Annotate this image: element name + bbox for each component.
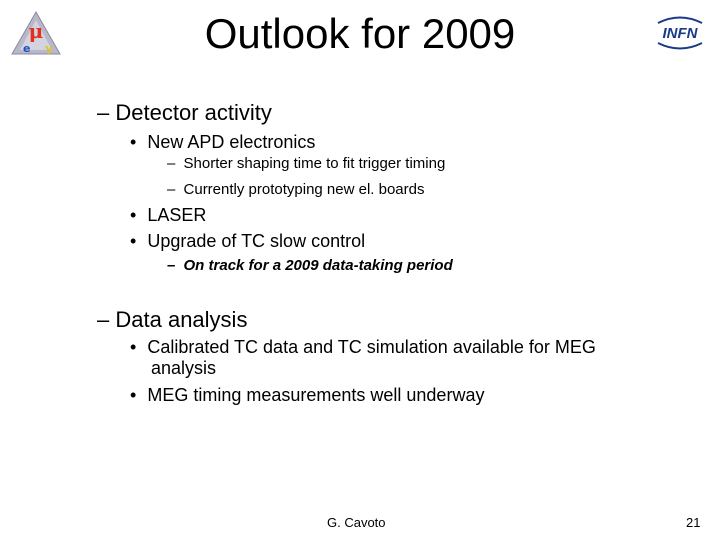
bullet-marker: • <box>130 337 137 357</box>
bullet-text: New APD electronics <box>147 132 316 152</box>
section-heading-detector-activity <box>97 100 272 126</box>
bullet-marker: • <box>130 385 137 405</box>
subitem-text: Shorter shaping time to fit trigger timing <box>183 155 446 172</box>
subitem-text: On track for a 2009 data-taking period <box>183 257 453 274</box>
bullet-text: Calibrated TC data and TC simulation available for MEG <box>147 337 596 357</box>
dash-marker: – <box>167 257 176 274</box>
footer-author: G. Cavoto <box>327 515 386 530</box>
subitem-on-track <box>167 256 453 276</box>
section-heading-text: Detector activity <box>115 100 272 125</box>
dash-marker: – <box>97 100 110 125</box>
infn-logo-text: INFN <box>662 25 698 42</box>
bullet-text: Upgrade of TC slow control <box>147 231 366 251</box>
subitem-text: Currently prototyping new el. boards <box>183 181 425 198</box>
bullet-marker: • <box>130 132 137 152</box>
section-heading-text: Data analysis <box>115 307 248 332</box>
dash-marker: – <box>167 181 176 198</box>
meg-logo-icon <box>10 10 62 56</box>
logo-mu-glyph: μ <box>28 19 44 43</box>
bullet-text: LASER <box>147 205 207 225</box>
bullet-item-timing-measurements <box>130 384 484 406</box>
infn-logo-icon <box>652 14 708 50</box>
svg-text:γ: γ <box>45 42 53 55</box>
bullet-item-apd-electronics <box>130 131 315 153</box>
dash-marker: – <box>97 307 110 332</box>
subitem-shaping-time <box>167 154 445 174</box>
page-number: 21 <box>686 515 701 530</box>
bullet-continuation: analysis <box>151 358 217 378</box>
bullet-marker: • <box>130 205 137 225</box>
bullet-item-calibrated-tc <box>130 336 596 358</box>
svg-text:e: e <box>23 42 31 55</box>
bullet-marker: • <box>130 231 137 251</box>
bullet-text: MEG timing measurements well underway <box>147 385 485 405</box>
dash-marker: – <box>167 155 176 172</box>
subitem-prototyping <box>167 180 424 200</box>
bullet-item-tc-slow-control <box>130 230 365 252</box>
bullet-item-laser <box>130 204 206 226</box>
slide-title: Outlook for 2009 <box>204 10 516 57</box>
section-heading-data-analysis <box>97 307 247 333</box>
